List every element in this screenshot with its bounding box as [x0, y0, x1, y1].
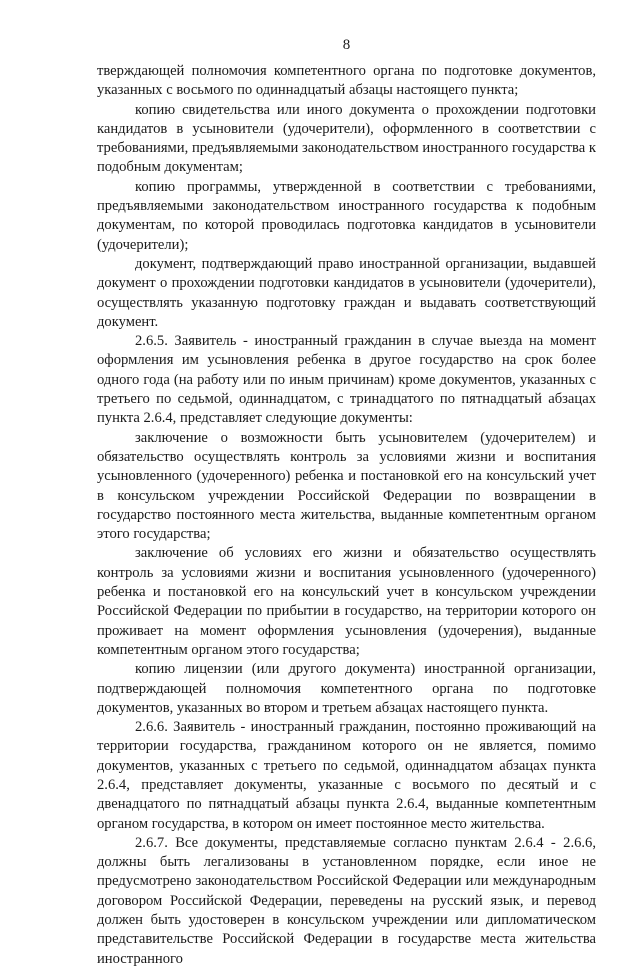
paragraph: копию программы, утвержденной в соответствии с требованиями, предъявляемыми законодательством иностранного государства к подобным документам, по которой проводилась подготовка кандидатов в усыновители (удочерители);: [97, 178, 596, 253]
paragraph: тверждающей полномочия компетентного органа по подготовке документов, указанных с восьмого по одиннадцатый абзацы настоящего пункта;: [97, 63, 596, 99]
paragraph: заключение об условиях его жизни и обязательство осуществлять контроль за условиями жизни и воспитания усыновленного (удочеренного) ребенка и постановкой его на консульский учет в консульском учреждении Российской Федерации по прибытии в государство, на территории которого он проживает на момент оформления усыновления (удочерения), выданные компетентным органом этого государства;: [97, 545, 596, 658]
paragraph: копию лицензии (или другого документа) иностранной организации, подтверждающей полномочия компетентного органа по подготовке документов, указанных во втором и третьем абзацах настоящего пункта.: [97, 661, 596, 716]
paragraph: 2.6.6. Заявитель - иностранный гражданин, постоянно проживающий на территории государства, гражданином которого он не является, помимо документов, указанных с третьего по седьмой, одиннадцатом абзацах пункта 2.6.4, представляет документы, указанные с восьмого по десятый и с двенадцатого по пятнадцатый абзацы пункта 2.6.4, выданные компетентным органом государства, в котором он имеет постоянное место жительства.: [97, 719, 596, 832]
page-number: 8: [342, 37, 351, 53]
paragraph: 2.6.5. Заявитель - иностранный гражданин в случае выезда на момент оформления им усыновления ребенка в другое государство на срок более одного года (на работу или по иным причинам) кроме документов, указанных с третьего по седьмой, одиннадцатом, с тринадцатого по пятнадцатый абзацах пункта 2.6.4, представляет следующие документы:: [97, 333, 596, 427]
paragraph: документ, подтверждающий право иностранной организации, выдавшей документ о прохождении подготовки кандидатов в усыновители (удочерители), осуществлять указанную подготовку граждан и выдавать соответствующий документ.: [97, 255, 596, 330]
paragraph: копию свидетельства или иного документа о прохождении подготовки кандидатов в усыновители (удочерители), оформленного в соответствии с требованиями, предъявляемыми законодательством иностранного государства к подобным документам;: [97, 101, 596, 176]
paragraph: 2.6.7. Все документы, представляемые согласно пунктам 2.6.4 - 2.6.6, должны быть легализованы в установленном порядке, если иное не предусмотрено законодательством Российской Федерации или международным договором Российской Федерации, переведены на русский язык, и перевод должен быть удостоверен в консульском учреждении или дипломатическом представительстве Российской Федерации в государстве места жительства иностранного: [97, 834, 596, 967]
paragraph: заключение о возможности быть усыновителем (удочерителем) и обязательство осуществлять контроль за условиями жизни и воспитания усыновленного (удочеренного) ребенка и постановкой его на консульский учет в консульском учреждении Российской Федерации по возвращении в государство постоянного места жительства, выданные компетентным органом этого государства;: [97, 429, 596, 543]
body-text: [97, 62, 596, 969]
